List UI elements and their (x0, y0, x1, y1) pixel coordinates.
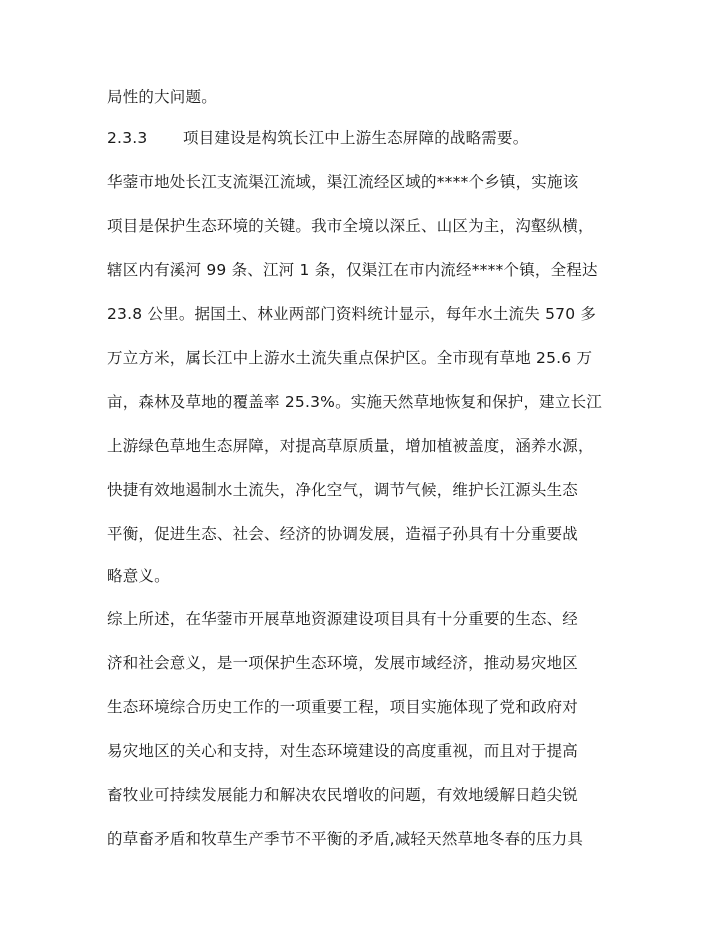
paragraph-line: 略意义。 (107, 567, 170, 585)
paragraph-line: 平衡，促进生态、社会、经济的协调发展，造福子孙具有十分重要战 (107, 525, 579, 543)
paragraph-line: 济和社会意义，是一项保护生态环境，发展市域经济，推动易灾地区 (107, 654, 579, 672)
paragraph-line: 亩，森林及草地的覆盖率 25.3%。实施天然草地恢复和保护，建立长江 (107, 393, 602, 411)
paragraph-line: 局性的大问题。 (107, 88, 217, 106)
paragraph-line: 万立方米，属长江中上游水土流失重点保护区。全市现有草地 25.6 万 (107, 349, 593, 367)
paragraph-line: 辖区内有溪河 99 条、江河 1 条，仅渠江在市内流经****个镇，全程达 (107, 261, 598, 279)
paragraph-line: 23.8 公里。据国土、林业两部门资料统计显示，每年水土流失 570 多 (107, 305, 597, 323)
paragraph-line: 综上所述，在华蓥市开展草地资源建设项目具有十分重要的生态、经 (107, 610, 579, 628)
paragraph-line: 易灾地区的关心和支持，对生态环境建设的高度重视，而且对于提高 (107, 742, 579, 760)
paragraph-line: 畜牧业可持续发展能力和解决农民增收的问题，有效地缓解日趋尖锐 (107, 786, 579, 804)
paragraph-line: 的草畜矛盾和牧草生产季节不平衡的矛盾,减轻天然草地冬春的压力具 (107, 830, 584, 848)
section-number: 2.3.3 (107, 129, 148, 147)
section-title: 项目建设是构筑长江中上游生态屏障的战略需要。 (183, 129, 529, 147)
paragraph-line: 上游绿色草地生态屏障，对提高草原质量，增加植被盖度，涵养水源， (107, 437, 594, 455)
paragraph-line: 项目是保护生态环境的关键。我市全境以深丘、山区为主，沟壑纵横， (107, 217, 594, 235)
paragraph-line: 快捷有效地遏制水土流失，净化空气，调节气候，维护长江源头生态 (107, 481, 579, 499)
section-heading (107, 128, 627, 148)
paragraph-line: 生态环境综合历史工作的一项重要工程，项目实施体现了党和政府对 (107, 698, 579, 716)
paragraph-line: 华蓥市地处长江支流渠江流域，渠江流经区域的****个乡镇，实施该 (107, 173, 579, 191)
